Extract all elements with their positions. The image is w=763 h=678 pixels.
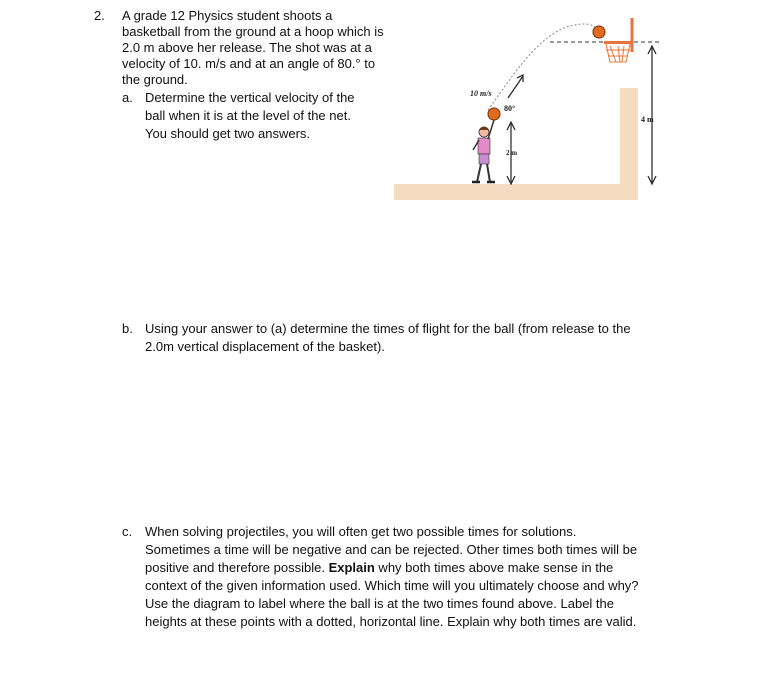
part-a-line: You should get two answers. xyxy=(145,126,311,141)
part-c-line: heights at these points with a dotted, horizontal line. Explain why both times are valid. xyxy=(145,614,637,629)
part-c-text: positive and therefore possible. xyxy=(145,560,329,575)
part-b-line: 2.0m vertical displacement of the basket). xyxy=(145,339,385,354)
trajectory xyxy=(488,24,598,110)
release-height-label: 2 m xyxy=(506,149,518,157)
hoop-height-label: 4 m xyxy=(641,115,654,124)
part-c-bold-explain: Explain xyxy=(328,560,375,575)
ball-near-hoop xyxy=(593,26,605,38)
wall xyxy=(620,88,638,188)
question-intro-line: the ground. xyxy=(122,72,188,87)
part-a-line: ball when it is at the level of the net. xyxy=(145,108,351,123)
part-c-label: c. xyxy=(122,524,133,539)
rim xyxy=(604,41,632,44)
net xyxy=(606,44,630,62)
question-intro-line: velocity of 10. m/s and at an angle of 80.° to xyxy=(122,56,376,71)
ground xyxy=(394,184,638,200)
part-a-line: Determine the vertical velocity of the xyxy=(145,90,355,105)
part-c-line: Sometimes a time will be negative and can be rejected. Other times both times will be xyxy=(145,542,638,557)
question-intro-line: basketball from the ground at a hoop which is xyxy=(122,24,384,39)
student-figure xyxy=(472,120,495,182)
part-c-line xyxy=(145,560,613,576)
part-c-line: context of the given information used. Which time will you ultimately choose and why? xyxy=(145,578,639,593)
part-b-line: Using your answer to (a) determine the times of flight for the ball (from release to the xyxy=(145,321,631,336)
part-a-label: a. xyxy=(122,90,133,105)
part-b-label: b. xyxy=(122,321,133,336)
question-intro-line: 2.0 m above her release. The shot was at a xyxy=(122,40,372,55)
part-c-text: why both times above make sense in the xyxy=(374,560,614,575)
ball-at-release xyxy=(488,108,500,120)
basketball-diagram xyxy=(380,10,670,205)
velocity-label: 10 m/s xyxy=(470,89,492,98)
part-c-line: When solving projectiles, you will often get two possible times for solutions. xyxy=(145,524,577,539)
part-c-line: Use the diagram to label where the ball is at the two times found above. Label the xyxy=(145,596,615,611)
question-intro-line: A grade 12 Physics student shoots a xyxy=(122,8,333,23)
question-number: 2. xyxy=(94,8,105,23)
angle-label: 80° xyxy=(504,104,516,113)
